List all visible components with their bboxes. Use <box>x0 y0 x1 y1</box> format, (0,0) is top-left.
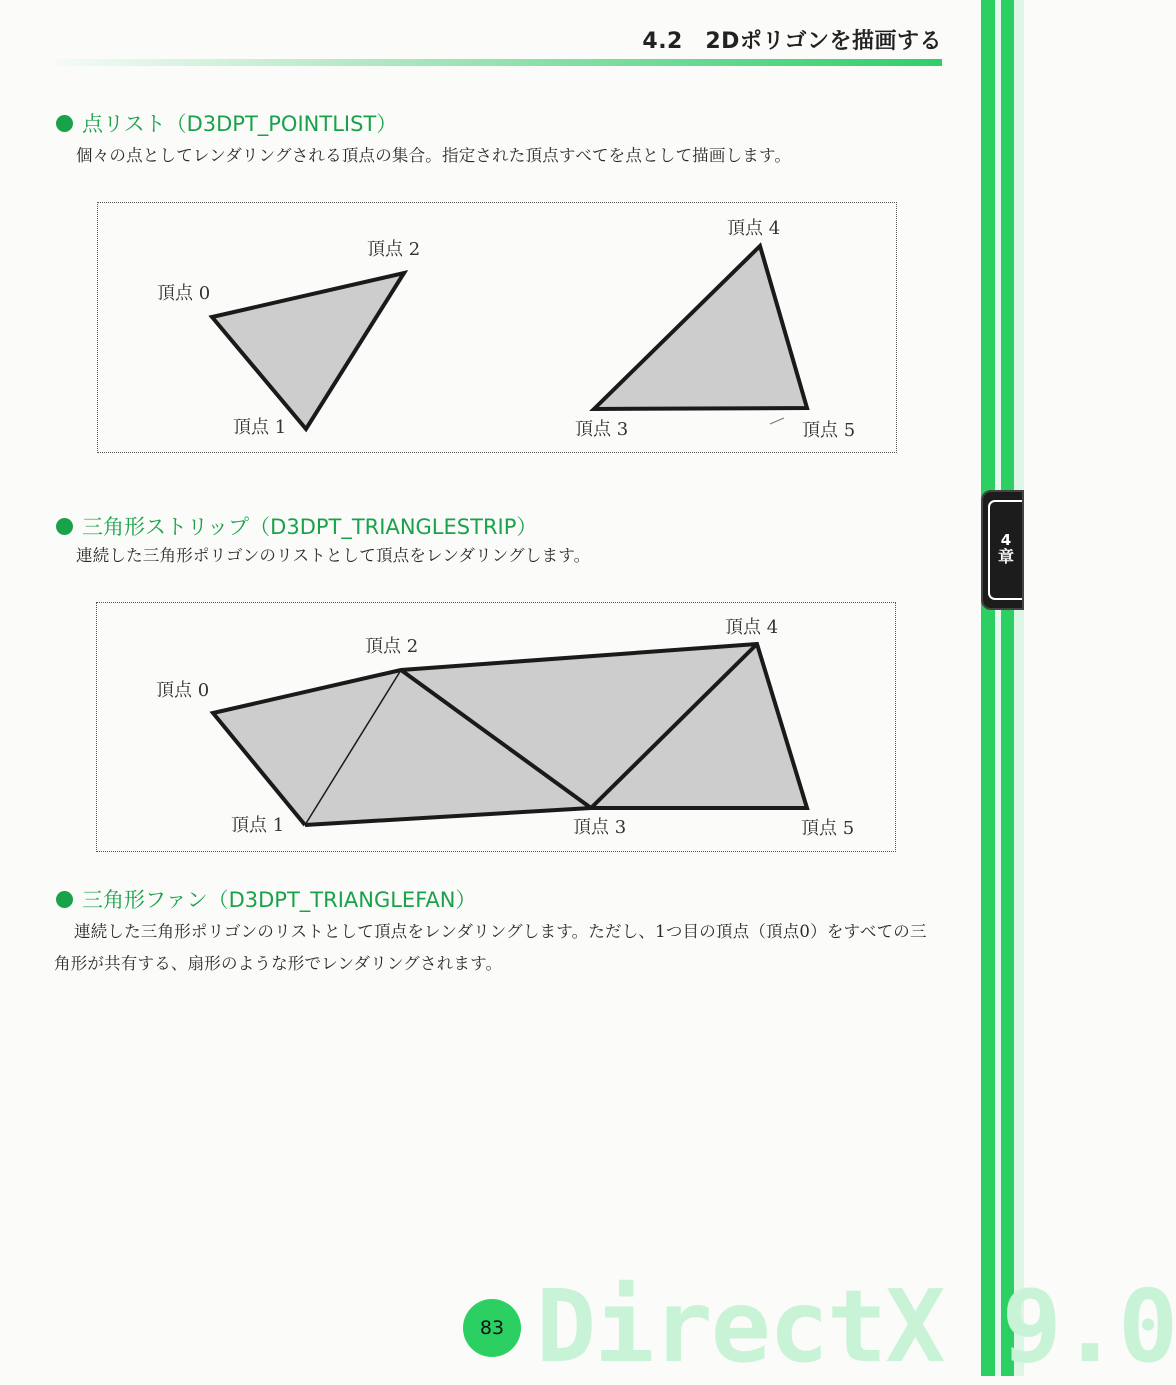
vertex-label: 頂点 4 <box>725 617 779 638</box>
triangle-0-1-2 <box>212 273 404 429</box>
vertex-label: 頂点 3 <box>575 419 629 440</box>
vertex-label: 頂点 1 <box>231 815 285 836</box>
edge-band <box>981 0 995 1376</box>
diagram-pointlist-svg <box>98 203 898 454</box>
header-rule <box>56 59 942 66</box>
edge-band <box>1001 0 1014 1376</box>
section-heading-text: 三角形ファン（D3DPT_TRIANGLEFAN） <box>82 888 477 912</box>
chapter-kanji: 章 <box>997 547 1014 566</box>
section-heading-trianglefan <box>56 884 476 914</box>
bullet-icon <box>56 518 73 535</box>
vertex-label: 頂点 2 <box>365 636 419 657</box>
scan-mark <box>770 418 784 424</box>
diagram-trianglestrip <box>96 602 896 852</box>
triangle-3-4-5 <box>594 246 807 409</box>
section-heading-pointlist <box>56 108 397 138</box>
vertex-label: 頂点 5 <box>801 818 855 839</box>
vertex-label: 頂点 2 <box>367 239 421 260</box>
diagram-trianglestrip-svg <box>97 603 897 853</box>
section-heading-trianglestrip <box>56 511 537 541</box>
bullet-icon <box>56 115 73 132</box>
bullet-icon <box>56 891 73 908</box>
vertex-label: 頂点 1 <box>233 417 287 438</box>
section-body: 個々の点としてレンダリングされる頂点の集合。指定された頂点すべてを点として描画します。 <box>76 146 792 165</box>
vertex-label: 頂点 0 <box>156 680 210 701</box>
strip-outline <box>213 644 807 825</box>
vertex-label: 頂点 5 <box>802 420 856 441</box>
section-body: 連続した三角形ポリゴンのリストとして頂点をレンダリングします。ただし、1つ目の頂点（頂点0）をすべての三角形が共有する、扇形のような形でレンダリングされます。 <box>54 922 927 973</box>
vertex-label: 頂点 3 <box>573 817 627 838</box>
section-heading-text: 三角形ストリップ（D3DPT_TRIANGLESTRIP） <box>82 515 538 539</box>
chapter-tab[interactable] <box>981 490 1024 610</box>
section-body: 連続した三角形ポリゴンのリストとして頂点をレンダリングします。 <box>76 546 591 565</box>
section-heading-text: 点リスト（D3DPT_POINTLIST） <box>82 112 398 136</box>
vertex-label: 頂点 4 <box>727 218 781 239</box>
vertex-label: 頂点 0 <box>157 283 211 304</box>
chapter-tab-inner <box>988 500 1022 600</box>
running-header: 4.2 2Dポリゴンを描画する <box>642 29 942 54</box>
page-number: 83 <box>463 1299 521 1357</box>
brand-watermark: DirectX 9.0 <box>536 1268 1176 1385</box>
diagram-pointlist <box>97 202 897 453</box>
edge-band <box>1014 0 1024 1376</box>
chapter-number: 4 <box>1000 531 1012 549</box>
